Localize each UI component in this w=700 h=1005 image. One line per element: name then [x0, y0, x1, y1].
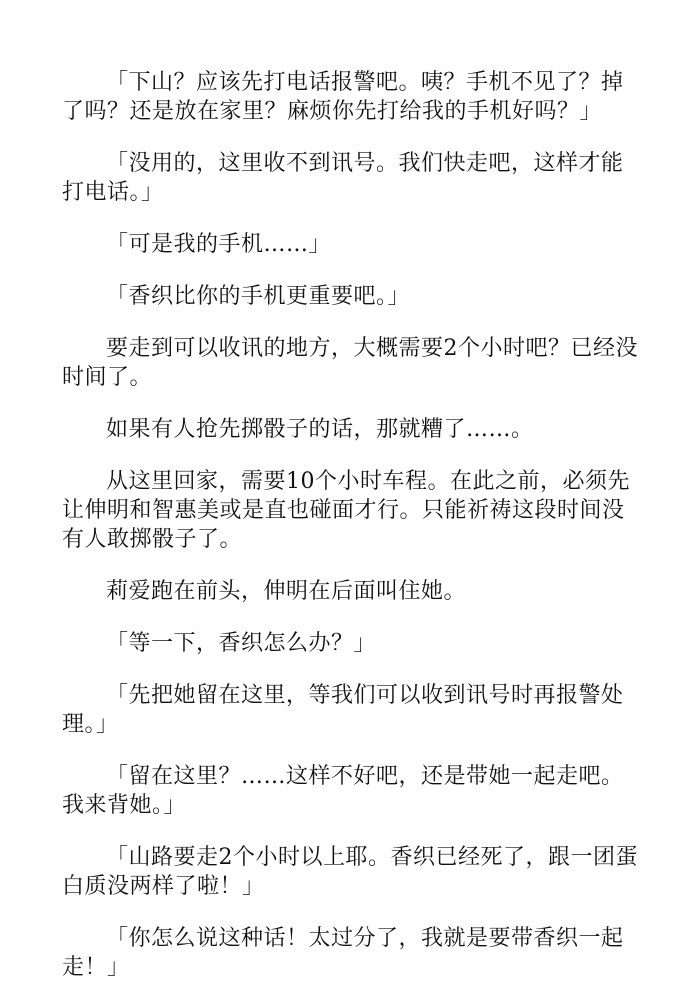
paragraph-9: 「等一下，香织怎么办？」	[106, 631, 377, 656]
paragraph-10: 「先把她留在这里，等我们可以收到讯号时再报警处理。」	[62, 683, 624, 737]
paragraph-1: 「下山？应该先打电话报警吧。咦？手机不见了？掉了吗？还是放在家里？麻烦你先打给我的手机好吗？」	[62, 70, 624, 124]
paragraph-11: 「留在这里？……这样不好吧，还是带她一起走吧。我来背她。」	[62, 764, 624, 818]
paragraph-12: 「山路要走2个小时以上耶。香织已经死了，跟一团蛋白质没两样了啦！」	[62, 845, 638, 899]
paragraph-2: 「没用的，这里收不到讯号。我们快走吧，这样才能打电话。」	[62, 151, 624, 205]
paragraph-13: 「你怎么说这种话！太过分了，我就是要带香织一起走！」	[62, 926, 624, 980]
paragraph-8: 莉爱跑在前头，伸明在后面叫住她。	[106, 579, 467, 604]
paragraph-3: 「可是我的手机……」	[106, 232, 332, 257]
document-page	[62, 68, 638, 1005]
paragraph-5: 要走到可以收讯的地方，大概需要2个小时吧？已经没时间了。	[62, 336, 638, 390]
paragraph-4: 「香织比你的手机更重要吧。」	[106, 284, 411, 309]
paragraph-6: 如果有人抢先掷骰子的话，那就糟了……。	[106, 417, 534, 442]
paragraph-7: 从这里回家，需要10个小时车程。在此之前，必须先让伸明和智惠美或是直也碰面才行。只能祈祷这段时间没有人敢掷骰子了。	[62, 469, 630, 552]
